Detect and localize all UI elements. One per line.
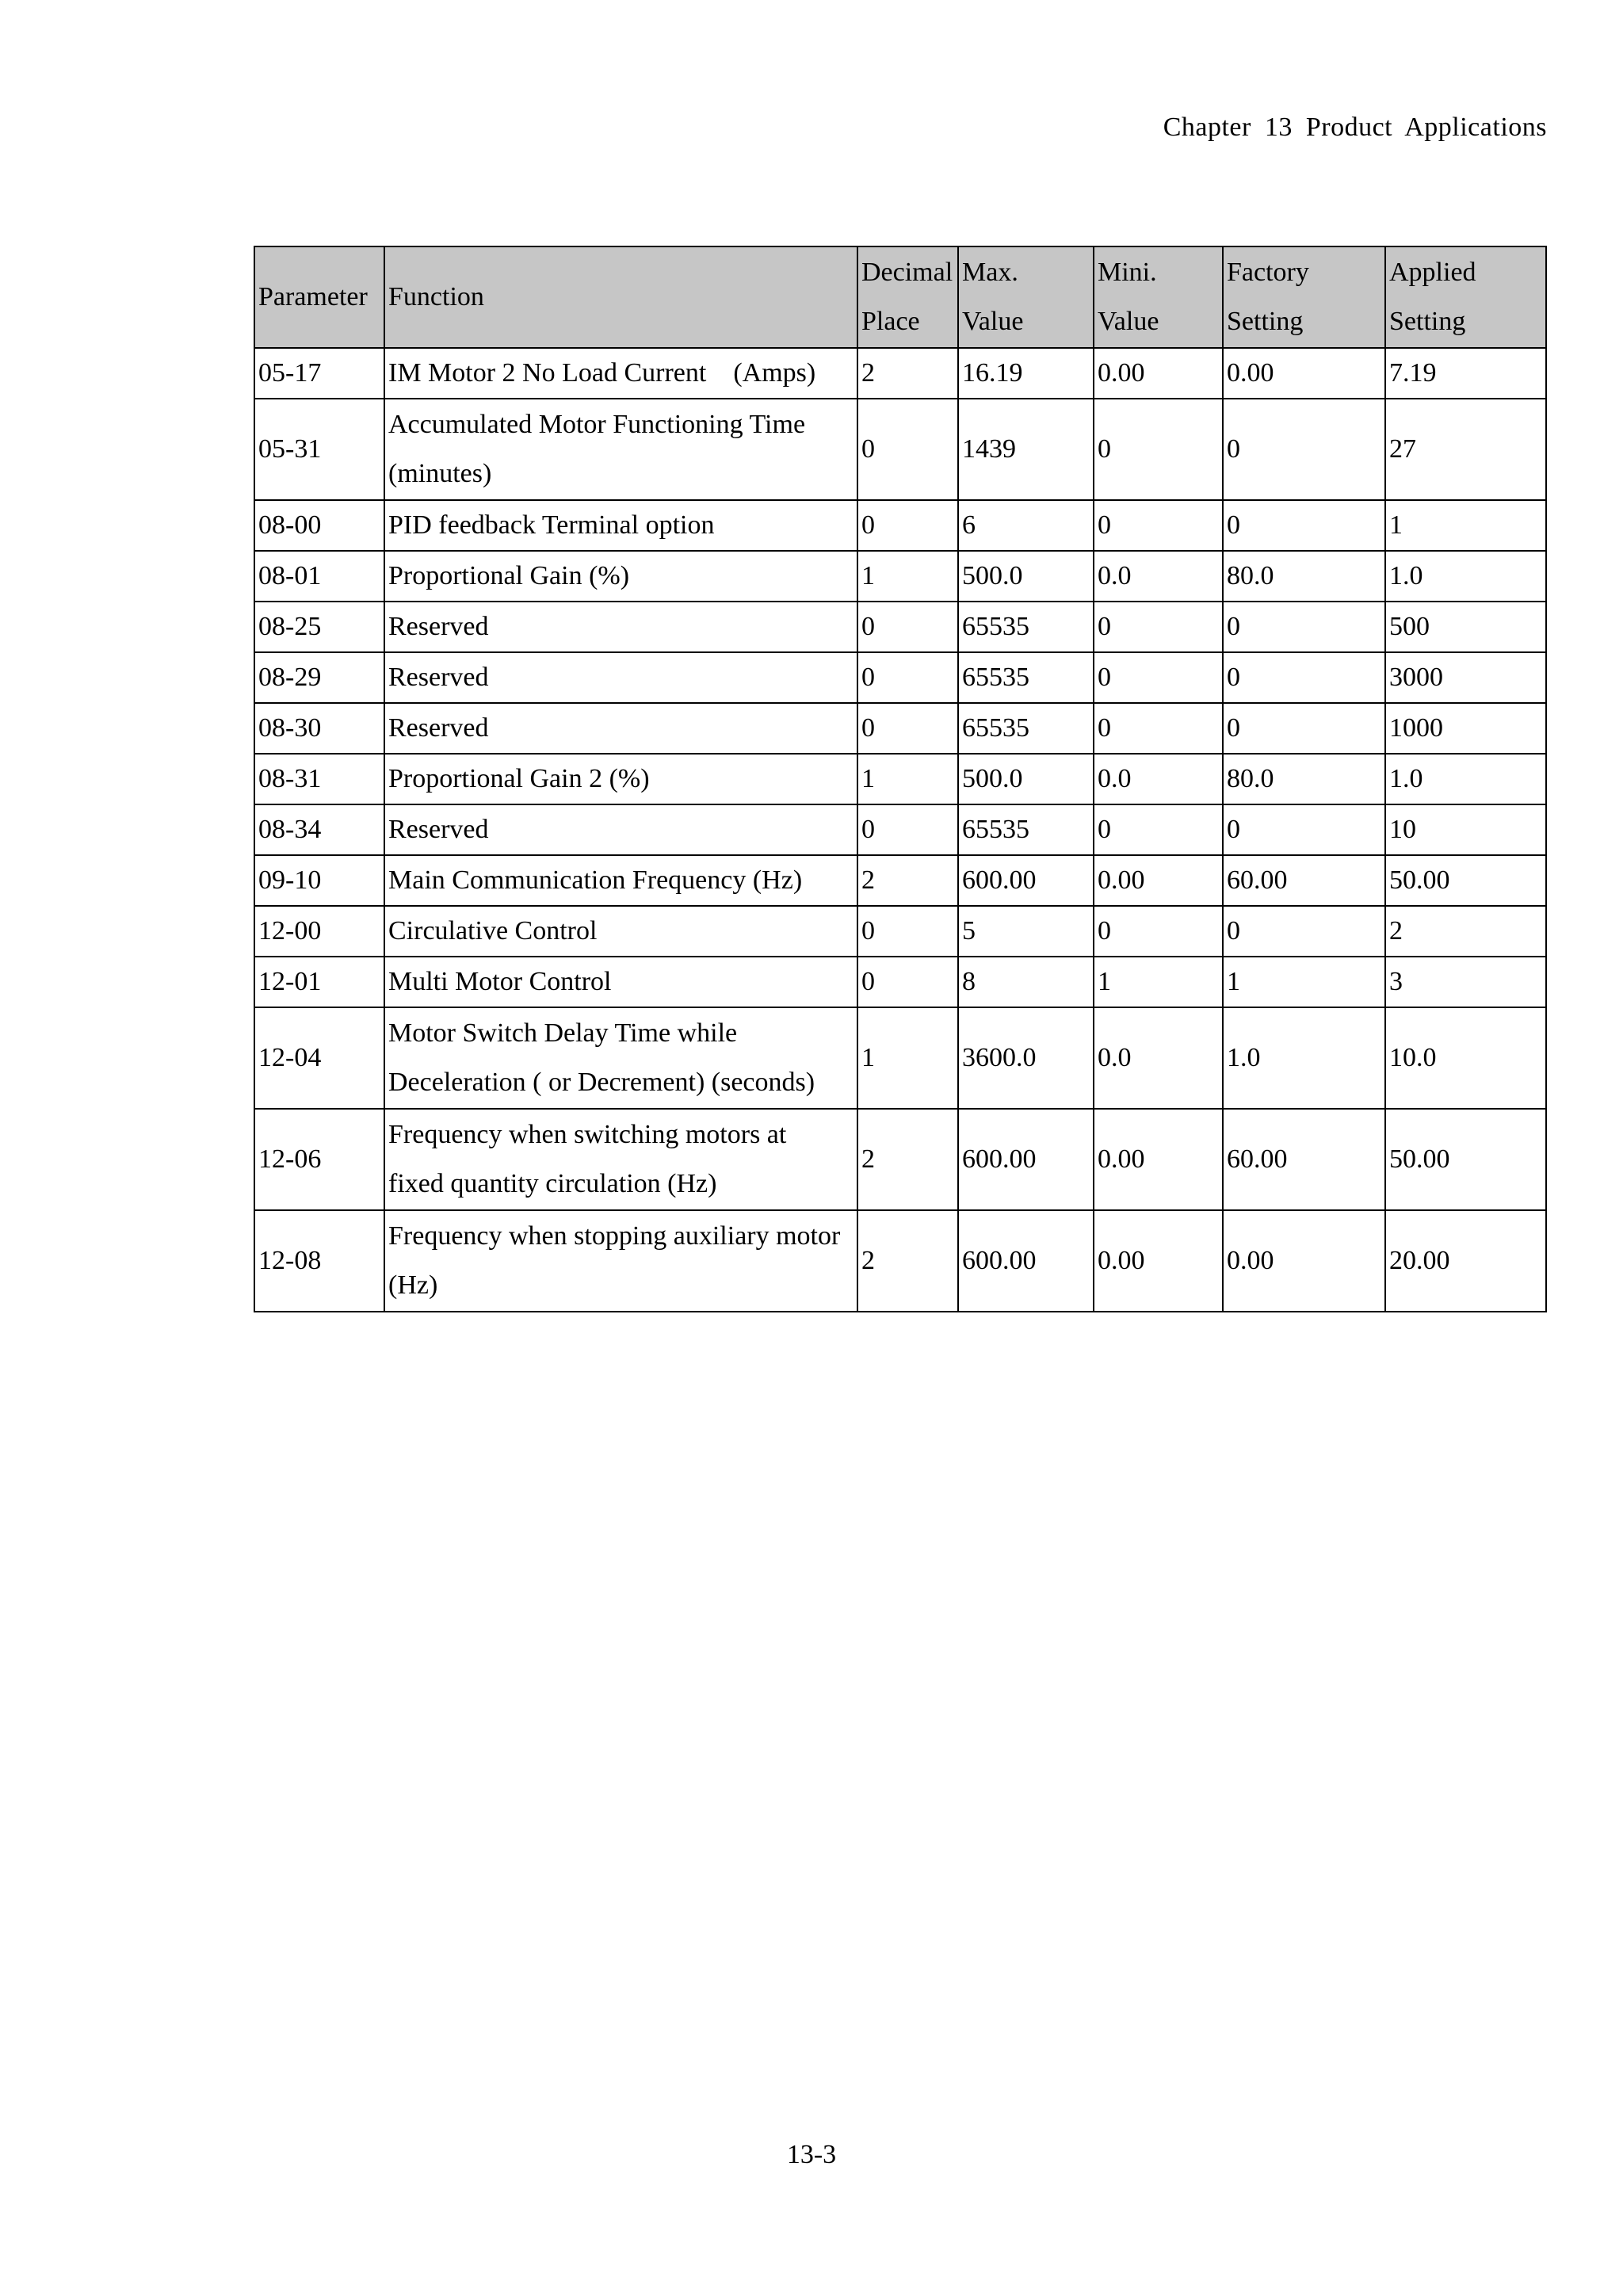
cell-function: Multi Motor Control [384, 957, 857, 1007]
cell-max-value: 5 [958, 906, 1094, 957]
table-row [254, 703, 1546, 754]
cell-applied-setting: 2 [1385, 906, 1546, 957]
cell-max-value: 65535 [958, 652, 1094, 703]
cell-parameter: 08-31 [254, 754, 384, 804]
table-row [254, 652, 1546, 703]
cell-factory-setting: 0 [1223, 602, 1385, 652]
cell-decimal-place: 0 [857, 399, 958, 500]
cell-parameter: 08-25 [254, 602, 384, 652]
cell-max-value: 600.00 [958, 1109, 1094, 1210]
cell-max-value: 500.0 [958, 754, 1094, 804]
table-row [254, 855, 1546, 906]
cell-parameter: 12-00 [254, 906, 384, 957]
cell-decimal-place: 2 [857, 1109, 958, 1210]
table-row [254, 602, 1546, 652]
cell-mini-value: 0 [1094, 906, 1223, 957]
cell-max-value: 3600.0 [958, 1007, 1094, 1109]
cell-mini-value: 0.0 [1094, 754, 1223, 804]
cell-decimal-place: 2 [857, 855, 958, 906]
cell-decimal-place: 0 [857, 957, 958, 1007]
header-function: Function [384, 246, 857, 348]
table-row [254, 348, 1546, 399]
cell-mini-value: 0.00 [1094, 855, 1223, 906]
table-header-row [254, 246, 1546, 348]
cell-function: Reserved [384, 602, 857, 652]
cell-decimal-place: 0 [857, 652, 958, 703]
cell-factory-setting: 1 [1223, 957, 1385, 1007]
cell-applied-setting: 50.00 [1385, 855, 1546, 906]
cell-parameter: 08-01 [254, 551, 384, 602]
cell-mini-value: 1 [1094, 957, 1223, 1007]
header-mini-value: Mini. Value [1094, 246, 1223, 348]
cell-factory-setting: 0 [1223, 906, 1385, 957]
cell-function: Reserved [384, 652, 857, 703]
cell-applied-setting: 7.19 [1385, 348, 1546, 399]
table-row [254, 551, 1546, 602]
table-row [254, 1007, 1546, 1109]
cell-factory-setting: 0.00 [1223, 1210, 1385, 1312]
cell-mini-value: 0 [1094, 500, 1223, 551]
cell-function: Main Communication Frequency (Hz) [384, 855, 857, 906]
cell-parameter: 08-34 [254, 804, 384, 855]
cell-max-value: 600.00 [958, 855, 1094, 906]
cell-parameter: 05-17 [254, 348, 384, 399]
cell-function: Accumulated Motor Functioning Time (minutes) [384, 399, 857, 500]
cell-parameter: 12-01 [254, 957, 384, 1007]
table-row [254, 754, 1546, 804]
cell-applied-setting: 1.0 [1385, 551, 1546, 602]
header-max-value: Max. Value [958, 246, 1094, 348]
table-row [254, 804, 1546, 855]
cell-decimal-place: 1 [857, 1007, 958, 1109]
header-applied-setting: Applied Setting [1385, 246, 1546, 348]
cell-factory-setting: 0 [1223, 703, 1385, 754]
cell-applied-setting: 3 [1385, 957, 1546, 1007]
cell-decimal-place: 0 [857, 804, 958, 855]
cell-decimal-place: 0 [857, 602, 958, 652]
header-parameter: Parameter [254, 246, 384, 348]
table-row [254, 906, 1546, 957]
cell-max-value: 8 [958, 957, 1094, 1007]
cell-decimal-place: 2 [857, 348, 958, 399]
table-row [254, 1210, 1546, 1312]
cell-applied-setting: 3000 [1385, 652, 1546, 703]
cell-decimal-place: 1 [857, 754, 958, 804]
cell-applied-setting: 1 [1385, 500, 1546, 551]
cell-parameter: 08-00 [254, 500, 384, 551]
cell-parameter: 12-08 [254, 1210, 384, 1312]
cell-function: Frequency when stopping auxiliary motor (Hz) [384, 1210, 857, 1312]
cell-max-value: 16.19 [958, 348, 1094, 399]
cell-function: Reserved [384, 804, 857, 855]
cell-function: IM Motor 2 No Load Current (Amps) [384, 348, 857, 399]
cell-max-value: 65535 [958, 602, 1094, 652]
cell-mini-value: 0 [1094, 804, 1223, 855]
cell-factory-setting: 0.00 [1223, 348, 1385, 399]
cell-factory-setting: 0 [1223, 804, 1385, 855]
cell-mini-value: 0 [1094, 399, 1223, 500]
cell-max-value: 65535 [958, 703, 1094, 754]
cell-function: Circulative Control [384, 906, 857, 957]
cell-mini-value: 0 [1094, 652, 1223, 703]
cell-applied-setting: 500 [1385, 602, 1546, 652]
cell-applied-setting: 1.0 [1385, 754, 1546, 804]
header-decimal-place: Decimal Place [857, 246, 958, 348]
cell-parameter: 08-29 [254, 652, 384, 703]
cell-applied-setting: 20.00 [1385, 1210, 1546, 1312]
cell-mini-value: 0.00 [1094, 1109, 1223, 1210]
cell-max-value: 6 [958, 500, 1094, 551]
cell-function: Proportional Gain 2 (%) [384, 754, 857, 804]
table-body [254, 348, 1546, 1312]
cell-applied-setting: 1000 [1385, 703, 1546, 754]
cell-parameter: 08-30 [254, 703, 384, 754]
cell-function: Motor Switch Delay Time while Deceleration ( or Decrement) (seconds) [384, 1007, 857, 1109]
cell-function: Proportional Gain (%) [384, 551, 857, 602]
cell-factory-setting: 0 [1223, 500, 1385, 551]
cell-parameter: 12-06 [254, 1109, 384, 1210]
cell-decimal-place: 2 [857, 1210, 958, 1312]
cell-factory-setting: 60.00 [1223, 1109, 1385, 1210]
cell-max-value: 1439 [958, 399, 1094, 500]
cell-parameter: 05-31 [254, 399, 384, 500]
cell-applied-setting: 27 [1385, 399, 1546, 500]
cell-decimal-place: 0 [857, 500, 958, 551]
cell-mini-value: 0.00 [1094, 348, 1223, 399]
cell-applied-setting: 10.0 [1385, 1007, 1546, 1109]
cell-factory-setting: 0 [1223, 652, 1385, 703]
cell-decimal-place: 0 [857, 703, 958, 754]
cell-decimal-place: 0 [857, 906, 958, 957]
cell-decimal-place: 1 [857, 551, 958, 602]
header-factory-setting: Factory Setting [1223, 246, 1385, 348]
cell-max-value: 600.00 [958, 1210, 1094, 1312]
cell-factory-setting: 60.00 [1223, 855, 1385, 906]
cell-mini-value: 0 [1094, 602, 1223, 652]
cell-max-value: 500.0 [958, 551, 1094, 602]
table-row [254, 957, 1546, 1007]
table-row [254, 500, 1546, 551]
cell-factory-setting: 1.0 [1223, 1007, 1385, 1109]
table-row [254, 1109, 1546, 1210]
cell-parameter: 09-10 [254, 855, 384, 906]
cell-applied-setting: 10 [1385, 804, 1546, 855]
table-row [254, 399, 1546, 500]
cell-mini-value: 0.0 [1094, 1007, 1223, 1109]
cell-max-value: 65535 [958, 804, 1094, 855]
cell-factory-setting: 80.0 [1223, 551, 1385, 602]
cell-factory-setting: 80.0 [1223, 754, 1385, 804]
cell-function: Reserved [384, 703, 857, 754]
cell-mini-value: 0.0 [1094, 551, 1223, 602]
cell-parameter: 12-04 [254, 1007, 384, 1109]
chapter-header: Chapter 13 Product Applications [1163, 113, 1547, 142]
cell-mini-value: 0 [1094, 703, 1223, 754]
cell-applied-setting: 50.00 [1385, 1109, 1546, 1210]
parameter-table [254, 246, 1547, 1312]
cell-function: Frequency when switching motors at fixed quantity circulation (Hz) [384, 1109, 857, 1210]
cell-mini-value: 0.00 [1094, 1210, 1223, 1312]
cell-function: PID feedback Terminal option [384, 500, 857, 551]
page-number: 13-3 [786, 2140, 837, 2169]
cell-factory-setting: 0 [1223, 399, 1385, 500]
